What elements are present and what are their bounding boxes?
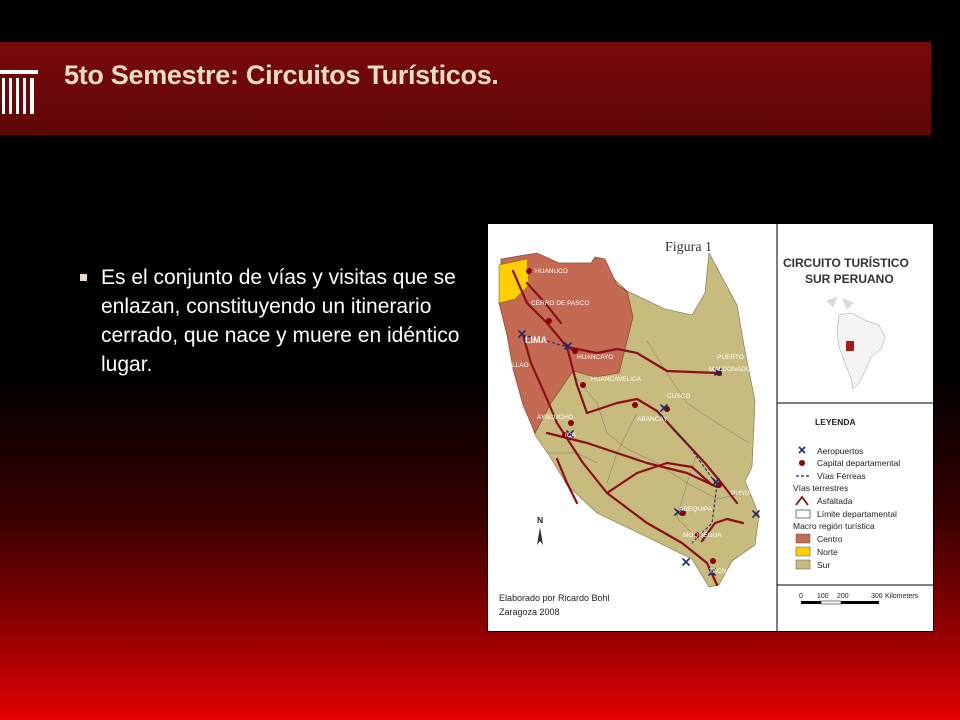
bullet-list [80,263,460,379]
city-label-moquegua: MOQUEGUA [683,532,722,539]
legend-title: LEYENDA [815,417,856,427]
legend-sur-swatch [796,560,810,569]
scale-tick-100: 100 [817,593,829,600]
city-label-huanuco: HUANUCO [535,268,568,275]
legend-airports: Aeropuertos [817,446,864,456]
map-heading-line2: SUR PERUANO [805,272,894,286]
legend-centro: Centro [817,534,843,544]
map-figure [487,223,934,632]
map-heading-line1: CIRCUITO TURÍSTICO [783,256,909,270]
city-label-abancay: ABANCAY [637,416,668,423]
legend-railways: Vías Férreas [817,471,866,481]
city-label-huancavelica: HUANCAVELICA [591,376,642,383]
square-bullet-icon [80,274,87,281]
city-label-puerto-maldonado-2: MALDONADO [709,366,751,373]
legend-norte-swatch [796,547,810,556]
city-label-cusco: CUSCO [667,393,691,400]
map-credit-line1: Elaborado por Ricardo Bohl [499,593,610,603]
legend-paved: Asfaltada [817,496,853,506]
figure-label: Figura 1 [665,240,713,255]
city-label-puerto-maldonado-1: PUERTO [717,354,744,361]
city-label-ayacucho: AYACUCHO [537,414,573,421]
city-label-callao: CALLAO [503,362,529,369]
legend-sur: Sur [817,560,831,570]
city-label-arequipa: AREQUIPA [679,506,713,513]
scale-tick-0: 0 [799,593,803,600]
legend-macro-heading: Macro región turística [793,521,875,531]
city-label-ica: ICA [565,432,576,439]
legend-norte: Norte [817,547,838,557]
legend-capital-icon [799,460,805,466]
north-arrow-label: N [537,515,544,525]
legend-boundary-icon [796,510,810,518]
city-label-lima: LIMA [525,335,547,345]
slide-title: 5to Semestre: Circuitos Turísticos. [64,60,499,90]
legend-centro-swatch [796,534,810,543]
legend-capital: Capital departamental [817,458,901,468]
map-svg [487,223,934,632]
city-label-tacna: TACNA [709,568,731,575]
scale-tick-300: 300 [871,593,883,600]
city-label-huancayo: HUANCAYO [577,354,614,361]
legend-boundary: Límite departamental [817,509,897,519]
city-label-cerro-de-pasco: CERRO DE PASCO [531,300,590,307]
scale-tick-200: 200 [837,593,849,600]
legend-roads-heading: Vías terrestres [793,483,849,493]
city-label-puno: PUNO [731,490,750,497]
scale-unit: Kilometers [885,593,919,600]
title-stripes-decoration [0,66,38,114]
bullet-text: Es el conjunto de vías y visitas que se enlazan, constituyendo un itinerario cerrado, que nace y muere en idéntico lugar. [101,266,460,376]
map-credit-line2: Zaragoza 2008 [499,607,560,617]
